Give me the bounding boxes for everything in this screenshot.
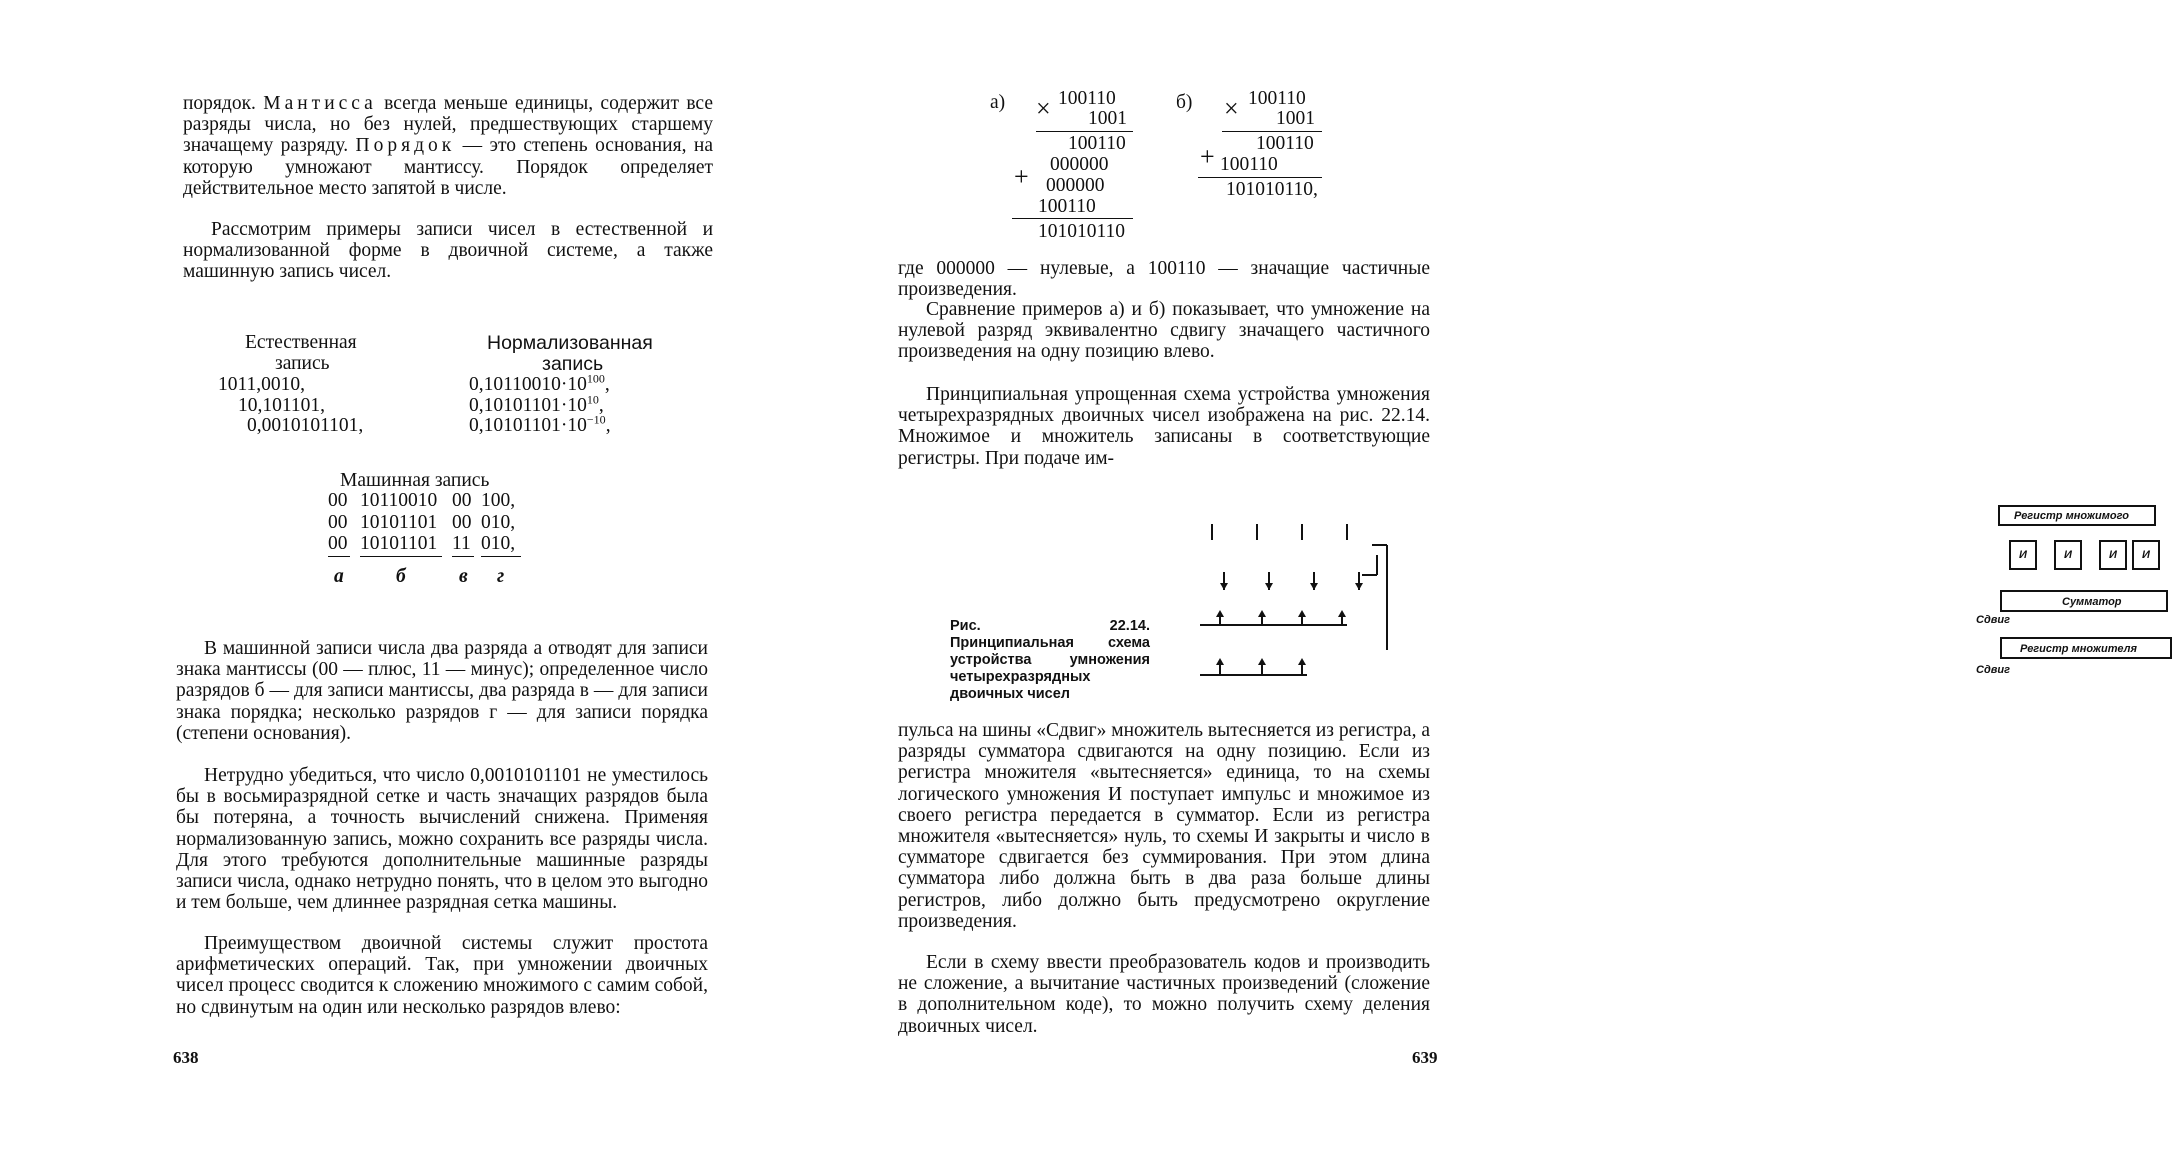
left-paragraph-5: Преимуществом двоичной системы служит простота арифметических операций. Так, при умножении двоичных чисел процесс сводится к сложению множимого с самим собой, но сдвинутым на один или несколько разрядов влево: (176, 933, 708, 1018)
left-paragraph-3: В машинной записи числа два разряда а отводят для записи знака мантиссы (00 — плюс, 11 — минус); определенное число разрядов б — для записи мантиссы, два разряда в — для записи знака порядка; несколько разрядов г — для записи порядка (степени основания). (176, 638, 708, 744)
machine-cell: 010, (481, 512, 516, 533)
term-order: Порядок (355, 135, 456, 157)
multiplicand-register: Регистр множимого (1998, 505, 2156, 526)
and-gate: И (2099, 540, 2127, 570)
figure-caption: Рис. 22.14. Принципиальная схема устройства умножения четырехразрядных двоичных чисел (950, 618, 1150, 702)
machine-cell: 11 (452, 533, 471, 554)
page-number: 638 (173, 1048, 199, 1067)
natural-row: 0,0010101101, (247, 415, 364, 436)
machine-header: Машинная запись (340, 470, 490, 491)
example-a-row: 100110 (1068, 133, 1126, 154)
example-b-result: 101010110, (1226, 179, 1318, 200)
natural-row: 10,101101, (238, 395, 326, 416)
natural-row: 1011,0010, (218, 374, 306, 395)
example-a-row: 100110 (1038, 196, 1096, 217)
example-b-label: б) (1176, 92, 1193, 113)
right-paragraph-2: Сравнение примеров а) и б) показывает, что умножение на нулевой разряд эквивалентно сдвигу значащего частичного произведения на одну позицию влево. (898, 299, 1430, 363)
example-b-row: 100110 (1220, 154, 1278, 175)
example-a-result: 101010110 (1038, 221, 1126, 242)
plus-sign: + (1200, 142, 1215, 171)
multiplier-register: Регистр множителя (2000, 637, 2172, 659)
plus-sign: + (1014, 162, 1029, 191)
group-label: в (459, 566, 468, 587)
group-underline (328, 556, 350, 557)
example-b-row: 100110 (1256, 133, 1314, 154)
right-paragraph-1: где 000000 — нулевые, а 100110 — значащие частичные произведения. (898, 258, 1430, 301)
machine-cell: 00 (328, 533, 348, 554)
normalized-row: $0,10101101\cdot 10^{10}$, (469, 392, 604, 416)
machine-cell: 00 (452, 490, 472, 511)
term-mantissa: Мантисса (263, 93, 377, 114)
group-label: г (497, 566, 505, 587)
machine-cell: 10101101 (360, 512, 438, 533)
right-page (792, 0, 2150, 1155)
example-a-rule (1036, 131, 1133, 132)
left-paragraph-2: Рассмотрим примеры записи чисел в естественной и нормализованной форме в двоичной системе, а также машинную запись чисел. (183, 219, 713, 283)
right-paragraph-5: Если в схему ввести преобразователь кодов и производить не сложение, а вычитание частичных произведений (сложение в дополнительном коде), то можно получить схему деления двоичных чисел. (898, 952, 1430, 1037)
left-paragraph-1: порядок. Мантисса всегда меньше единицы, содержит все разряды числа, но без нулей, предшествующих старшему значащему разряду. Порядок — это степень основания, на которую умножают мантиссу. Порядок определяет действительное место запятой в числе. (183, 93, 713, 199)
example-b-row: 100110 (1248, 88, 1306, 109)
example-a-row: 100110 (1058, 88, 1116, 109)
group-underline (360, 556, 442, 557)
example-b-row: 1001 (1276, 108, 1315, 129)
machine-cell: 100, (481, 490, 516, 511)
times-sign: × (1036, 94, 1051, 123)
machine-cell: 00 (328, 490, 348, 511)
left-page (0, 0, 792, 1155)
group-label: а (334, 566, 344, 587)
example-b-rule (1198, 177, 1322, 178)
and-gate: И (2054, 540, 2082, 570)
normalized-row: $0,10101101\cdot 10^{-10}$, (469, 412, 611, 436)
left-paragraph-4: Нетрудно убедиться, что число 0,0010101101 не уместилось бы в восьмиразрядной сетке и часть значащих разрядов была бы потеряна, а точность вычислений снижена. Применяя нормализованную запись, можно сохранить все разряды числа. Для этого требуются дополнительные машинные разряды записи числа, однако нетрудно понять, что в целом это выгодно и тем больше, чем длиннее разрядная сетка машины. (176, 765, 708, 914)
machine-cell: 10101101 (360, 533, 438, 554)
machine-cell: 010, (481, 533, 516, 554)
page-number: 639 (1412, 1048, 1438, 1067)
right-paragraph-3: Принципиальная упрощенная схема устройства умножения четырехразрядных двоичных чисел изображена на рис. 22.14. Множимое и множитель записаны в соответствующие регистры. При подаче им- (898, 384, 1430, 469)
example-a-rule (1012, 218, 1133, 219)
group-label: б (396, 566, 406, 587)
right-paragraph-4: пульса на шины «Сдвиг» множитель вытесняется из регистра, а разряды сумматора сдвигаются на одну позицию. Если из регистра множителя «вытесняется» единица, то на схемы логического умножения И поступает импульс и множимое из своего регистра передается в сумматор. Если из регистра множителя «вытесняется» нуль, то схемы И закрыты и число в сумматоре сдвигается без суммирования. При этом длина сумматора либо должна быть в два раза больше длины регистров, либо должно быть предусмотрено округление произведения. (898, 720, 1430, 932)
shift-label: Сдвиг (1976, 614, 2010, 626)
normalized-header: Нормализованная запись (487, 332, 653, 375)
natural-header: Естественная запись (245, 332, 357, 374)
and-gate: И (2132, 540, 2160, 570)
example-a-row: 000000 (1050, 154, 1109, 175)
group-underline (452, 556, 474, 557)
example-a-label: а) (990, 92, 1006, 113)
example-b-rule (1222, 131, 1322, 132)
times-sign: × (1224, 94, 1239, 123)
and-gate: И (2009, 540, 2037, 570)
machine-cell: 10110010 (360, 490, 438, 511)
example-a-row: 000000 (1046, 175, 1105, 196)
group-underline (481, 556, 521, 557)
shift-label: Сдвиг (1976, 664, 2010, 676)
diagram-wiring (1172, 500, 1402, 690)
example-a-row: 1001 (1088, 108, 1127, 129)
adder-box: Сумматор (2000, 590, 2168, 612)
machine-cell: 00 (452, 512, 472, 533)
machine-cell: 00 (328, 512, 348, 533)
normalized-row: $0,10110010\cdot 10^{100}$, (469, 371, 610, 395)
